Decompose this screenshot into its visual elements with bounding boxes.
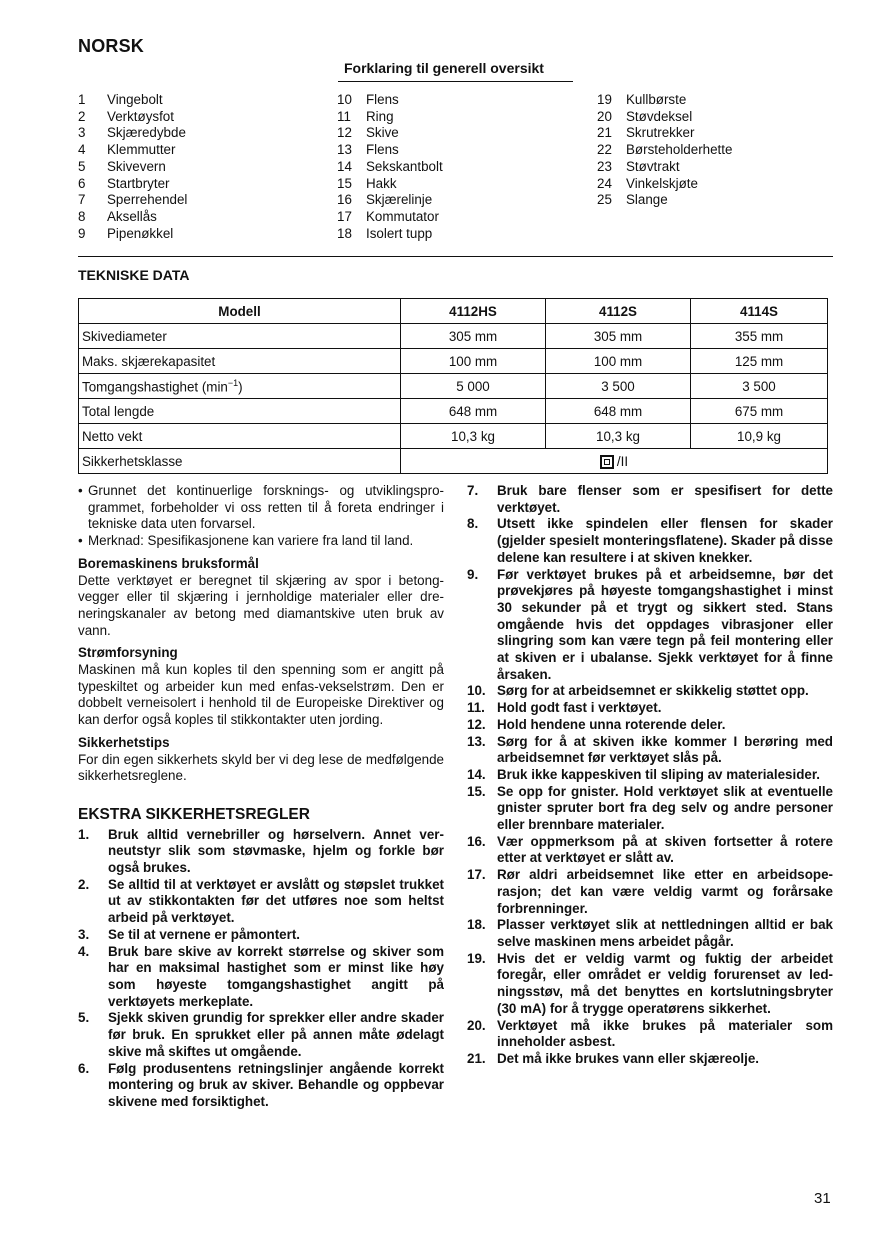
part-item (337, 192, 443, 209)
section-body: For din egen sikkerhets skyld ber vi deg lese de medfølgende sikkerhetsreglene. (78, 751, 444, 784)
part-label: Sperrehendel (107, 192, 188, 208)
part-number: 13 (337, 142, 352, 158)
overview-divider (338, 81, 573, 82)
list-item (467, 567, 833, 684)
safety-class-value (600, 454, 628, 469)
part-item (78, 192, 187, 209)
part-item (78, 159, 187, 176)
rule-text: Bruk alltid vernebriller og hørselvern. Annet verneutstyr slik som støvmaske, hjelm og forkle bør også brukes. (108, 826, 444, 876)
list-item (467, 734, 833, 767)
cell-value: 648 mm (546, 399, 691, 424)
part-label: Kullbørste (626, 92, 687, 107)
part-label: Ring (366, 108, 394, 124)
rule-number: 15. (467, 783, 486, 799)
part-number: 8 (78, 208, 86, 224)
rule-text: Sjekk skiven grundig for sprekker eller andre skader før bruk. En sprukket eller på annen måte ødelagt skive må skiftes ut omgående. (108, 1010, 444, 1059)
rule-number: 13. (467, 733, 486, 749)
part-number: 2 (78, 108, 86, 124)
language-heading: NORSK (78, 36, 145, 56)
cell-value: 125 mm (691, 349, 828, 374)
part-item (597, 176, 732, 193)
part-item (337, 209, 443, 226)
part-label: Kommutator (366, 208, 439, 224)
note-text: Grunnet det kontinuerlige forsknings- og utviklingsprogrammet, forbeholder vi oss retten til å foreta endringer i tekniske data uten forvarsel. (88, 483, 444, 532)
column-header: Modell (79, 299, 401, 324)
part-number: 4 (78, 142, 86, 158)
rule-text: Hold hendene unna roterende deler. (497, 716, 726, 732)
list-item (467, 1051, 833, 1068)
list-item (467, 867, 833, 917)
part-label: Støvdeksel (626, 108, 693, 124)
part-number: 5 (78, 158, 86, 174)
part-number: 14 (337, 158, 352, 174)
section-divider (78, 256, 833, 257)
rule-number: 7. (467, 483, 479, 498)
cell-value: 305 mm (546, 324, 691, 349)
part-label: Flens (366, 92, 399, 107)
list-item (467, 700, 833, 717)
part-item (337, 92, 443, 109)
safety-class-text: /II (616, 454, 629, 470)
part-item (337, 142, 443, 159)
rule-text: Bruk bare flenser som er spesifisert for dette verktøyet. (497, 483, 833, 515)
rule-number: 21. (467, 1050, 486, 1066)
part-item (78, 92, 187, 109)
rule-text: Se opp for gnister. Hold verktøyet slik at eventuelle gnister spruter bort fra deg selv og andre personer eller brennbare materialer. (497, 783, 833, 833)
rules-list-left (78, 827, 444, 1111)
part-label: Vingebolt (107, 92, 163, 107)
specs-table (78, 298, 828, 474)
cell-value: 5 000 (401, 374, 546, 399)
cell-value: 100 mm (401, 349, 546, 374)
part-label: Slange (626, 192, 668, 208)
part-number: 20 (597, 108, 612, 124)
list-item (467, 483, 833, 516)
part-label: Hakk (366, 175, 397, 191)
note-text: Merknad: Spesifikasjonene kan variere fra land til land. (88, 533, 414, 549)
cell-value: 305 mm (401, 324, 546, 349)
part-label: Støvtrakt (626, 158, 680, 174)
row-label-superscript: −1 (227, 377, 239, 388)
row-label: Netto vekt (79, 424, 401, 449)
part-label: Vinkelskjøte (626, 175, 698, 191)
cell-value: 3 500 (546, 374, 691, 399)
part-label: Klemmutter (107, 142, 176, 158)
rule-number: 12. (467, 716, 486, 732)
rule-number: 5. (78, 1010, 90, 1026)
part-number: 18 (337, 225, 352, 241)
section-heading: Boremaskinens bruksformål (78, 555, 259, 571)
cell-value: 100 mm (546, 349, 691, 374)
part-item (78, 142, 187, 159)
list-item (467, 717, 833, 734)
row-label: Skivediameter (79, 324, 401, 349)
row-label: Maks. skjærekapasitet (79, 349, 401, 374)
rule-text: Verktøyet må ikke brukes på materialer som inneholder asbest. (497, 1017, 833, 1050)
rule-text: Se til at vernene er påmontert. (108, 926, 300, 942)
extra-rules-heading: EKSTRA SIKKERHETSREGLER (78, 805, 310, 823)
part-label: Skjærelinje (366, 192, 433, 208)
row-label (79, 374, 401, 399)
row-label-suffix: ) (238, 379, 243, 395)
part-item (597, 192, 732, 209)
rule-number: 8. (467, 516, 479, 532)
part-item (337, 226, 443, 243)
section-heading: Sikkerhetstips (78, 734, 170, 750)
rule-number: 11. (467, 700, 485, 716)
rule-text: Plasser verktøyet slik at nettledningen alltid er bak selve maskinen mens arbeidet pågår. (497, 917, 833, 949)
rule-number: 6. (78, 1060, 90, 1076)
table-row (79, 349, 828, 374)
list-item (78, 827, 444, 877)
part-item (78, 109, 187, 126)
rule-text: Sørg for at arbeidsemnet er skikkelig støttet opp. (497, 683, 809, 699)
part-label: Skive (366, 125, 399, 141)
part-item (337, 176, 443, 193)
section-heading: Strømforsyning (78, 645, 178, 661)
part-label: Aksellås (107, 208, 157, 224)
row-label: Sikkerhetsklasse (79, 449, 401, 474)
part-label: Skjæredybde (107, 125, 186, 141)
list-item (467, 516, 833, 566)
parts-list-column-2 (337, 92, 443, 242)
part-number: 19 (597, 92, 612, 107)
column-header: 4112S (546, 299, 691, 324)
rule-number: 14. (467, 766, 486, 782)
rule-text: Hold godt fast i verktøyet. (497, 700, 662, 716)
part-label: Skrutrekker (626, 125, 695, 141)
part-item (597, 109, 732, 126)
rule-text: Vær oppmerksom på at skiven fortsetter å rotere etter at verktøyet er slått av. (497, 833, 833, 866)
cell-value (401, 449, 828, 474)
part-number: 3 (78, 125, 86, 141)
note-item (78, 483, 444, 533)
cell-value: 3 500 (691, 374, 828, 399)
bullet-icon: • (78, 533, 83, 549)
part-number: 23 (597, 158, 612, 174)
part-item (337, 125, 443, 142)
list-item (78, 877, 444, 927)
part-number: 21 (597, 125, 612, 141)
cell-value: 10,3 kg (546, 424, 691, 449)
cell-value: 675 mm (691, 399, 828, 424)
parts-list-column-1 (78, 92, 187, 242)
part-item (78, 125, 187, 142)
part-number: 7 (78, 192, 86, 208)
rule-text: Hvis det er veldig varmt og fuktig der arbeidet foregår, eller området er veldig forurenset av ledningsstøv, må det benyttes en kortslutningsbryter (30 mA) for å trygge operatørens sikkerhet. (497, 950, 833, 1016)
part-number: 1 (78, 92, 86, 107)
rule-text: Bruk bare skive av korrekt størrelse og skiver som har en maksimal hastighet som er minst like høy som høyeste tomgangshastighet angitt på verktøyets merkeplate. (108, 943, 444, 1009)
rule-number: 2. (78, 876, 90, 892)
table-row (79, 449, 828, 474)
part-item (78, 226, 187, 243)
part-number: 24 (597, 175, 612, 191)
rule-text: Se alltid til at verktøyet er avslått og støpslet trukket ut av stikkontakten før det utføres noe som heltst arbeid på verktøyet. (108, 876, 444, 926)
rule-text: Sørg for å at skiven ikke kommer I berøring med arbeidsemnet før verktøyet slås på. (497, 733, 833, 766)
list-item (467, 683, 833, 700)
part-label: Isolert tupp (366, 225, 433, 241)
rule-number: 4. (78, 943, 90, 959)
part-number: 6 (78, 175, 86, 191)
rule-number: 20. (467, 1017, 486, 1033)
note-item (78, 533, 444, 550)
part-number: 9 (78, 225, 86, 241)
cell-value: 648 mm (401, 399, 546, 424)
specs-header-row (79, 299, 828, 324)
class-ii-double-square-icon (600, 455, 614, 469)
part-item (597, 142, 732, 159)
bullet-icon: • (78, 483, 83, 498)
part-label: Pipenøkkel (107, 225, 174, 241)
rule-number: 1. (78, 826, 90, 842)
list-item (78, 927, 444, 944)
list-item (78, 944, 444, 1011)
list-item (78, 1010, 444, 1060)
left-column (78, 483, 444, 1111)
cell-value: 355 mm (691, 324, 828, 349)
part-number: 11 (337, 108, 351, 124)
parts-list-column-3 (597, 92, 732, 209)
part-item (337, 159, 443, 176)
rule-number: 17. (467, 867, 486, 883)
rule-text: Bruk ikke kappeskiven til sliping av materialesider. (497, 766, 821, 782)
rule-text: Rør aldri arbeidsemnet like etter en arbeidsoperasjon; det kan være veldig varmt og forårsake forbrenninger. (497, 867, 833, 916)
column-header: 4112HS (401, 299, 546, 324)
section-body: Maskinen må kun koples til den spenning som er angitt på typeskiltet og arbeider kun med enfas-vekselstrøm. Den er dobbelt verneisolert i henhold til de Europeiske Direktiver og kan derfor også koples til stikkontakter uten jording. (78, 662, 444, 728)
part-item (337, 109, 443, 126)
list-item (78, 1061, 444, 1111)
part-label: Startbryter (107, 175, 170, 191)
rule-number: 18. (467, 917, 486, 933)
part-number: 17 (337, 208, 352, 224)
list-item (467, 784, 833, 834)
row-label-text: Tomgangshastighet (min (82, 379, 228, 395)
part-label: Sekskantbolt (366, 158, 443, 174)
part-label: Skivevern (107, 158, 166, 174)
rule-number: 16. (467, 833, 486, 849)
part-number: 10 (337, 92, 352, 107)
table-row (79, 424, 828, 449)
list-item (467, 767, 833, 784)
part-label: Verktøysfot (107, 108, 174, 124)
part-number: 25 (597, 192, 612, 208)
part-number: 22 (597, 142, 612, 158)
rule-number: 9. (467, 566, 479, 582)
part-number: 12 (337, 125, 352, 141)
rule-number: 3. (78, 926, 90, 942)
rule-text: Før verktøyet brukes på et arbeidsemne, bør det prøvekjøres på høyeste tomgangshastighet i minst 30 sekunder på et trygt og sikkert sted. Stans omgående hvis det oppdages vibrasjoner eller slingring som kan være tegn på feil montering eller at skiven er i ubalanse. Sjekk verktøyet for å finne årsaken. (497, 566, 833, 682)
table-row (79, 374, 828, 399)
cell-value: 10,3 kg (401, 424, 546, 449)
rule-text: Følg produsentens retningslinjer angående korrekt montering og bruk av skiver. Behandle og oppbevar skivene med forsiktighet. (108, 1060, 444, 1109)
page-number: 31 (814, 1190, 831, 1207)
rule-number: 19. (467, 950, 486, 966)
column-header: 4114S (691, 299, 828, 324)
table-row (79, 324, 828, 349)
part-item (597, 125, 732, 142)
rules-list-right (467, 483, 833, 1068)
list-item (467, 1018, 833, 1051)
table-row (79, 399, 828, 424)
part-number: 15 (337, 175, 352, 191)
rule-text: Utsett ikke spindelen eller flensen for skader (gjelder spesielt monteringsflatene). Skader på disse delene kan resultere i at skiven knekker. (497, 516, 833, 565)
list-item (467, 951, 833, 1018)
part-item (78, 176, 187, 193)
part-label: Børsteholderhette (626, 142, 733, 158)
list-item (467, 917, 833, 950)
part-item (597, 159, 732, 176)
part-item (78, 209, 187, 226)
part-number: 16 (337, 192, 352, 208)
row-label: Total lengde (79, 399, 401, 424)
part-item (597, 92, 732, 109)
rule-number: 10. (467, 683, 486, 699)
list-item (467, 834, 833, 867)
part-label: Flens (366, 142, 399, 158)
specs-heading: TEKNISKE DATA (78, 267, 190, 283)
cell-value: 10,9 kg (691, 424, 828, 449)
overview-heading: Forklaring til generell oversikt (344, 60, 544, 76)
rule-text: Det må ikke brukes vann eller skjæreolje. (497, 1050, 759, 1066)
section-body: Dette verktøyet er beregnet til skjæring av spor i betongvegger eller til skjæring i jernholdige materialer eller dreneringskanaler av betong med diamantskive uten bruk av vann. (78, 572, 444, 638)
